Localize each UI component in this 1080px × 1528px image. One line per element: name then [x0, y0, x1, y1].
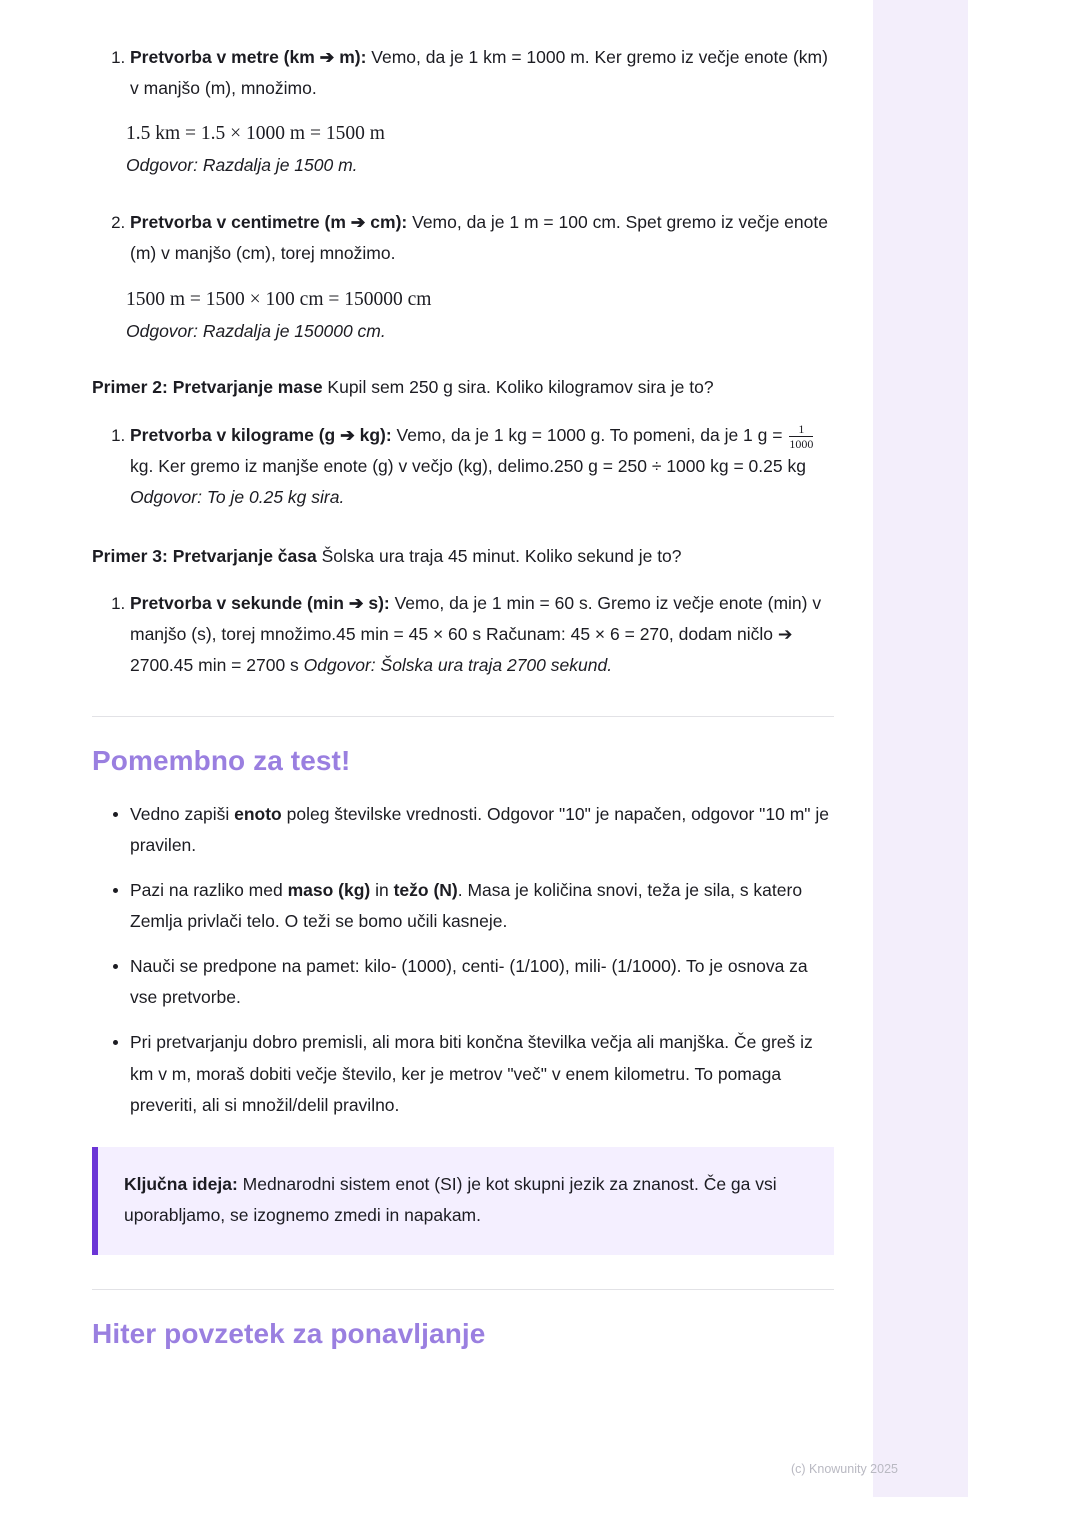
- step-title: Pretvorba v centimetre (m ➔ cm):: [130, 212, 408, 233]
- bullet-text-pre: Vedno zapiši: [130, 803, 235, 824]
- bullet-text-post: . Masa je količina snovi, teža je sila, s katero Zemlja privlači telo. O teži se bomo učili kasneje.: [130, 879, 803, 931]
- page-edge-strip-gap: [858, 0, 873, 1497]
- section-heading-important: Pomembno za test!: [92, 744, 351, 776]
- answer-line: Odgovor: Razdalja je 1500 m.: [126, 155, 358, 176]
- equation-line: 1.5 km = 1.5 × 1000 m = 1500 m: [126, 123, 385, 145]
- list-item: [130, 799, 834, 861]
- bullet-text-pre: Nauči se predpone na pamet: kilo- (1000), centi- (1/100), mili- (1/1000). To je osnova za vse pretvorbe.: [130, 956, 808, 1008]
- steps-list-example-1b: [92, 207, 834, 269]
- section-divider: [92, 716, 834, 717]
- list-item: [130, 420, 834, 513]
- callout-text: Mednarodni sistem enot (SI) je kot skupni jezik za znanost. Če ga vsi uporabljamo, se izognemo zmedi in napakam.: [124, 1173, 777, 1225]
- section-divider-2: [92, 1289, 834, 1290]
- list-item: [130, 42, 834, 104]
- example-2-label: Primer 2: Pretvarjanje mase: [92, 377, 323, 398]
- steps-list-example-3: [92, 588, 834, 681]
- important-bullets: [92, 799, 834, 1121]
- list-item: [130, 207, 834, 269]
- bullet-text-mid: in: [370, 879, 394, 900]
- bullet-text-pre: Pri pretvarjanju dobro premisli, ali mora biti končna številka večja ali manjška. Če greš iz km v m, moraš dobiti večje število, ker je metrov "več" v enem kilometru. To pomaga preveriti, ali si množil/delil pravilno.: [130, 1032, 813, 1115]
- equation-line: 1500 m = 1500 × 100 cm = 150000 cm: [126, 288, 432, 310]
- bullet-text-bold-2: težo (N): [393, 879, 458, 900]
- watermark: (c) Knowunity 2025: [790, 1462, 898, 1476]
- step-answer: Odgovor: To je 0.25 kg sira.: [130, 486, 345, 507]
- list-item: [130, 875, 834, 937]
- callout-paragraph: [124, 1169, 808, 1231]
- answer-line: Odgovor: Razdalja je 150000 cm.: [126, 320, 386, 341]
- example-2-text: Kupil sem 250 g sira. Koliko kilogramov sira je to?: [322, 377, 714, 398]
- step-text-part-2: kg. Ker gremo iz manjše enote (g) v večjo (kg), delimo.250 g = 250 ÷ 1000 kg = 0.25 kg: [130, 455, 806, 476]
- fraction: [789, 423, 813, 450]
- example-3-text: Šolska ura traja 45 minut. Koliko sekund je to?: [316, 546, 682, 566]
- step-text: Vemo, da je 1 min = 60 s. Gremo iz večje enote (min) v manjšo (s), torej množimo.45 min = 45 × 60 s Računam: 45 × 6 = 270, dodam ničlo ➔ 2700.45 min = 2700 s: [130, 593, 822, 676]
- step-title: Pretvorba v metre (km ➔ m):: [130, 47, 367, 67]
- equation-group-2: [92, 284, 834, 347]
- step-text-part-1: Vemo, da je 1 kg = 1000 g. To pomeni, da je 1 g =: [391, 424, 788, 445]
- section-heading-summary: Hiter povzetek za ponavljanje: [92, 1318, 486, 1350]
- step-text: Vemo, da je 1 m = 100 cm. Spet gremo iz večje enote (m) v manjšo (cm), torej množimo.: [130, 212, 828, 264]
- list-item: [130, 951, 834, 1013]
- steps-list-example-2: [92, 420, 834, 513]
- callout-label: Ključna ideja:: [124, 1173, 238, 1194]
- fraction-denominator: 1000: [789, 437, 814, 452]
- step-title: Pretvorba v sekunde (min ➔ s):: [130, 593, 390, 614]
- example-3-paragraph: [92, 541, 834, 572]
- fraction-numerator: 1: [789, 423, 813, 437]
- key-idea-callout: [92, 1147, 834, 1255]
- example-2-paragraph: [92, 372, 834, 403]
- step-answer: Odgovor: Šolska ura traja 2700 sekund.: [303, 655, 613, 676]
- list-item: [130, 588, 834, 681]
- step-text: Vemo, da je 1 km = 1000 m. Ker gremo iz večje enote (km) v manjšo (m), množimo.: [130, 47, 828, 99]
- list-item: [130, 1027, 834, 1120]
- bullet-text-bold: enoto: [234, 803, 282, 824]
- page-edge-strip: [858, 0, 968, 1497]
- example-3-label: Primer 3: Pretvarjanje časa: [92, 546, 317, 566]
- step-title: Pretvorba v kilograme (g ➔ kg):: [130, 424, 392, 445]
- bullet-text-post: poleg številske vrednosti. Odgovor "10" je napačen, odgovor "10 m" je pravilen.: [130, 803, 829, 855]
- equation-group-1: [92, 118, 834, 181]
- steps-list-example-1: [92, 42, 834, 104]
- document-content: [92, 42, 834, 1372]
- bullet-text-bold: maso (kg): [287, 879, 371, 900]
- bullet-text-pre: Pazi na razliko med: [130, 879, 288, 900]
